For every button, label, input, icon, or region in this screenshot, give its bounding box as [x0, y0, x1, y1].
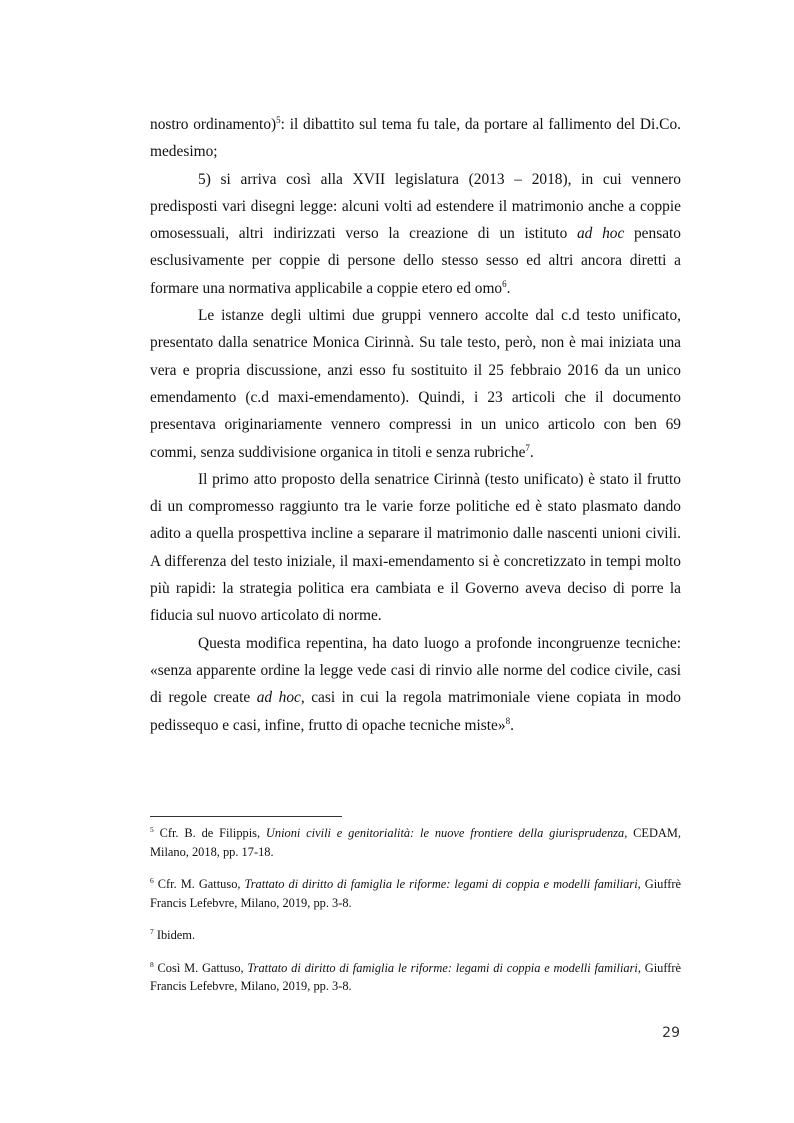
footnote-text: Cfr. M. Gattuso,: [153, 877, 245, 891]
footnote-text: , Giuffrè Francis Lefebvre, Milano, 2019, pp. 3-8.: [150, 877, 681, 910]
paragraph-text: nostro ordinamento): [150, 116, 277, 133]
footnote-ref-5[interactable]: 5: [276, 115, 281, 125]
footnote-title: Trattato di diritto di famiglia le riforme: legami di coppia e modelli familiari: [247, 960, 638, 975]
footnote-7: [150, 926, 681, 945]
paragraph-4: [150, 466, 681, 630]
footnotes: [150, 824, 681, 1010]
paragraph-text: Questa modifica repentina, ha dato luogo a profonde incongruenze tecniche: «senza apparente ordine la legge vede casi di rinvio alle norme del codice civile, casi di regole create: [150, 634, 681, 707]
paragraph-text: 5) si arriva così alla XVII legislatura (2013 – 2018), in cui vennero predisposti vari disegni legge: alcuni volti ad estendere il matrimonio anche a coppie omosessuali, altri indirizzati verso la creazione di un istituto: [150, 170, 681, 243]
footnote-5: [150, 824, 681, 861]
paragraph-text: .: [529, 443, 534, 461]
paragraph-text: .: [506, 279, 511, 297]
main-text: [150, 111, 681, 739]
footnote-title: Unioni civili e genitorialità: le nuove frontiere della giurisprudenza: [265, 826, 625, 840]
footnote-8: [150, 959, 681, 996]
paragraph-text: Le istanze degli ultimi due gruppi vennero accolte dal c.d testo unificato, presentato dalla senatrice Monica Cirinnà. Su tale testo, però, non è mai iniziata una vera e propria discussione, anzi esso fu sostituito il 25 febbraio 2016 da un unico emendamento (c.d maxi-emendamento). Quindi, i 23 articoli che il documento presentava originariamente vennero compressi in un unico articolo con ben 69 commi, senza suddivisione organica in titoli e senza rubriche: [150, 307, 681, 461]
footnote-number: 7: [150, 927, 154, 936]
paragraph-text: : il dibattito sul tema fu tale, da portare al fallimento del Di.Co. medesimo;: [150, 116, 681, 161]
footnote-separator: [150, 816, 342, 817]
paragraph-1: [150, 111, 681, 166]
footnote-text: Ibidem.: [153, 928, 196, 942]
footnote-number: 6: [150, 876, 154, 885]
italic-term: ad hoc: [256, 689, 301, 707]
paragraph-text: .: [510, 716, 514, 734]
footnote-number: 8: [150, 959, 154, 969]
footnote-text: Così M. Gattuso,: [153, 960, 248, 975]
italic-term: ad hoc: [576, 225, 625, 243]
paragraph-5: [150, 630, 681, 739]
paragraph-3: [150, 302, 681, 466]
paragraph-2: [150, 166, 681, 302]
footnote-ref-6[interactable]: 6: [502, 278, 507, 289]
footnote-ref-8[interactable]: 8: [505, 715, 511, 726]
page-number: 29: [662, 1025, 680, 1041]
footnote-6: [150, 875, 681, 912]
footnote-ref-7[interactable]: 7: [525, 442, 530, 453]
footnote-text: Cfr. B. de Filippis,: [153, 826, 266, 840]
paragraph-text: , casi in cui la regola matrimoniale viene copiata in modo pedissequo e casi, infine, frutto di opache tecniche miste»: [150, 689, 682, 734]
footnote-title: Trattato di diritto di famiglia le riforme: legami di coppia e modelli familiari: [244, 877, 638, 891]
paragraph-text: pensato esclusivamente per coppie di persone dello stesso sesso ed altri ancora diretti a formare una normativa applicabile a coppie etero ed omo: [150, 225, 681, 297]
footnote-text: , CEDAM, Milano, 2018, pp. 17-18.: [150, 826, 681, 859]
footnote-number: 5: [150, 825, 154, 834]
paragraph-text: Il primo atto proposto della senatrice Cirinnà (testo unificato) è stato il frutto di un compromesso raggiunto tra le varie forze politiche ed è stato plasmato dando adito a quella prospettiva incline a separare il matrimonio dalle nascenti unioni civili. A differenza del testo iniziale, il maxi-emendamento si è concretizzato in tempi molto più rapidi: la strategia politica era cambiata e il Governo aveva deciso di porre la fiducia sul nuovo articolato di norme.: [150, 470, 681, 625]
footnote-text: , Giuffrè Francis Lefebvre, Milano, 2019, pp. 3-8.: [150, 960, 681, 993]
